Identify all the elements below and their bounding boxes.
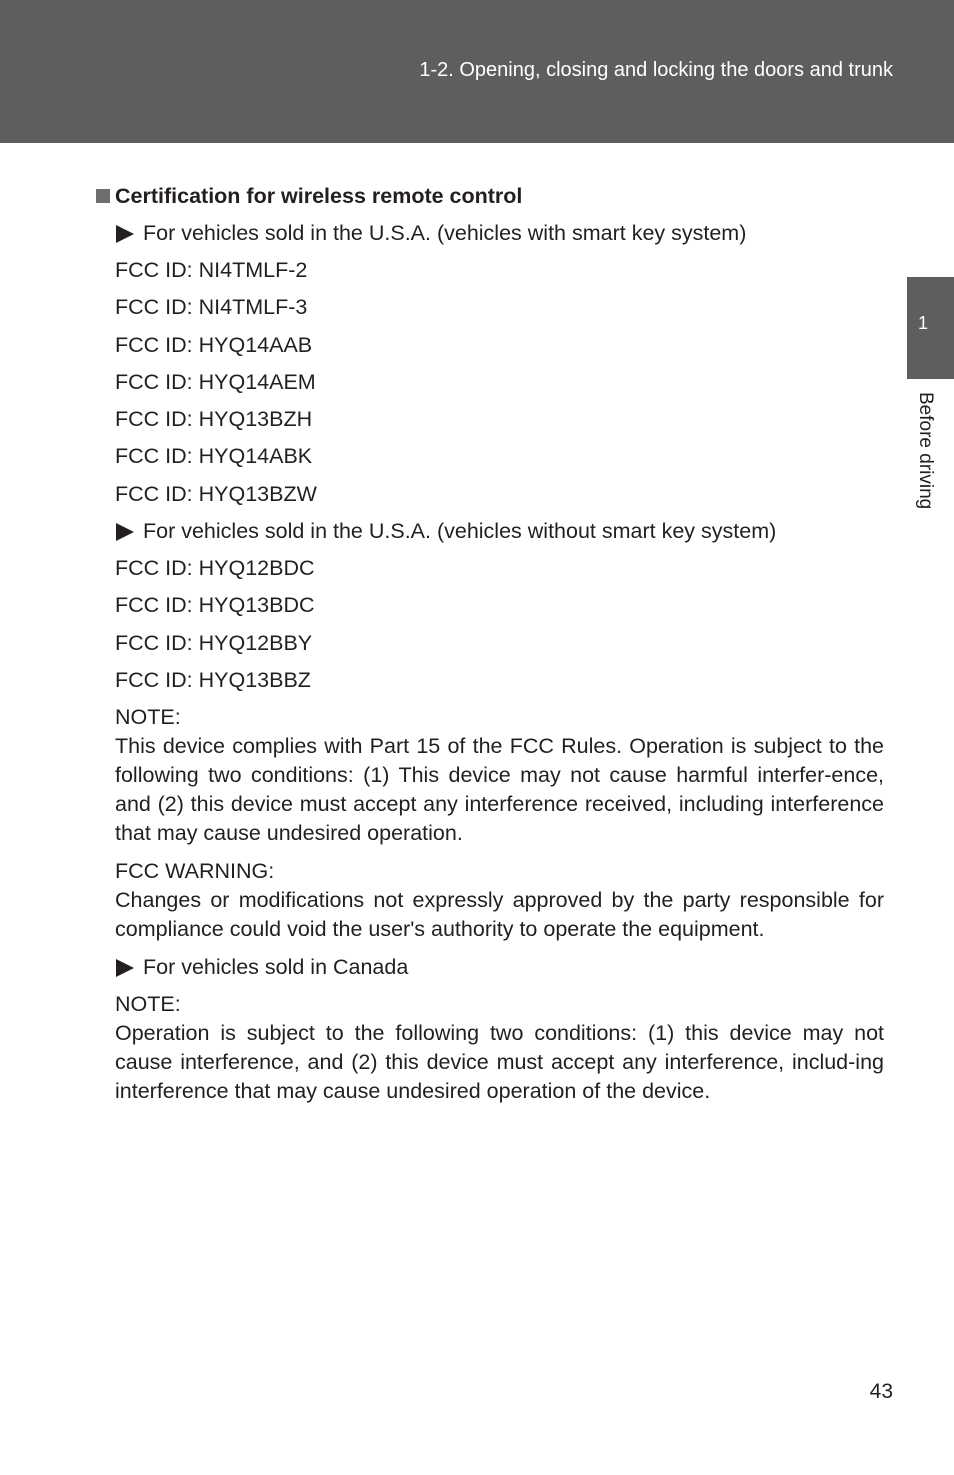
note-text: This device complies with Part 15 of the FCC Rules. Operation is subject to the following two conditions: (1) This device may not cause harmful interfer-ence, and (2) this device must accept any interference received, including interference that may cause undesired operation.	[115, 734, 884, 846]
subheading-usa-smart-key	[115, 219, 884, 248]
fcc-id-item: FCC ID: HYQ14AAB	[115, 332, 313, 357]
triangle-bullet-icon	[116, 225, 134, 243]
warning-label: FCC WARNING:	[115, 859, 275, 884]
subheading-text: For vehicles sold in the U.S.A. (vehicles with smart key system)	[143, 221, 747, 245]
page-number: 43	[869, 1380, 893, 1403]
note-text: Operation is subject to the following two conditions: (1) this device may not cause interference, and (2) this device must accept any interference, includ-ing interference that may cause undesired operation of the device.	[115, 1021, 884, 1104]
fcc-id-item: FCC ID: HYQ13BDC	[115, 593, 315, 618]
fcc-warning-block	[115, 857, 884, 944]
page-header-bar	[0, 0, 954, 143]
fcc-id-item: FCC ID: HYQ14AEM	[115, 369, 316, 394]
note-label: NOTE:	[115, 705, 181, 730]
fcc-id-item: FCC ID: HYQ13BBZ	[115, 667, 311, 692]
subheading-text: For vehicles sold in Canada	[143, 955, 409, 980]
side-chapter-tab	[907, 277, 954, 379]
subheading-canada	[115, 953, 884, 982]
side-tab-number: 1	[918, 313, 929, 333]
page-content	[115, 182, 884, 1106]
canada-note-block	[115, 990, 884, 1106]
fcc-id-item: FCC ID: HYQ14ABK	[115, 444, 313, 469]
fcc-id-list-no-smart-key	[115, 554, 884, 695]
fcc-id-item: FCC ID: NI4TMLF-3	[115, 295, 308, 320]
fcc-id-item: FCC ID: HYQ12BBY	[115, 630, 313, 655]
square-bullet-icon	[96, 189, 110, 203]
fcc-id-item: FCC ID: HYQ13BZW	[115, 481, 317, 506]
subheading-text: For vehicles sold in the U.S.A. (vehicles without smart key system)	[143, 519, 777, 544]
usa-note-block	[115, 703, 884, 848]
note-label: NOTE:	[115, 992, 181, 1017]
section-heading	[115, 182, 884, 211]
fcc-id-item: FCC ID: HYQ12BDC	[115, 556, 315, 581]
fcc-id-item: FCC ID: HYQ13BZH	[115, 407, 313, 432]
subheading-usa-no-smart-key	[115, 517, 884, 546]
section-title: Certification for wireless remote control	[115, 184, 523, 208]
side-tab-label: Before driving	[915, 392, 936, 510]
triangle-bullet-icon	[116, 523, 134, 541]
triangle-bullet-icon	[116, 959, 134, 977]
warning-text: Changes or modifications not expressly approved by the party responsible for compliance could void the user's authority to operate the equipment.	[115, 888, 884, 942]
fcc-id-item: FCC ID: NI4TMLF-2	[115, 258, 308, 282]
fcc-id-list-smart-key	[115, 256, 884, 509]
chapter-title: 1-2. Opening, closing and locking the doors and trunk	[419, 59, 893, 81]
